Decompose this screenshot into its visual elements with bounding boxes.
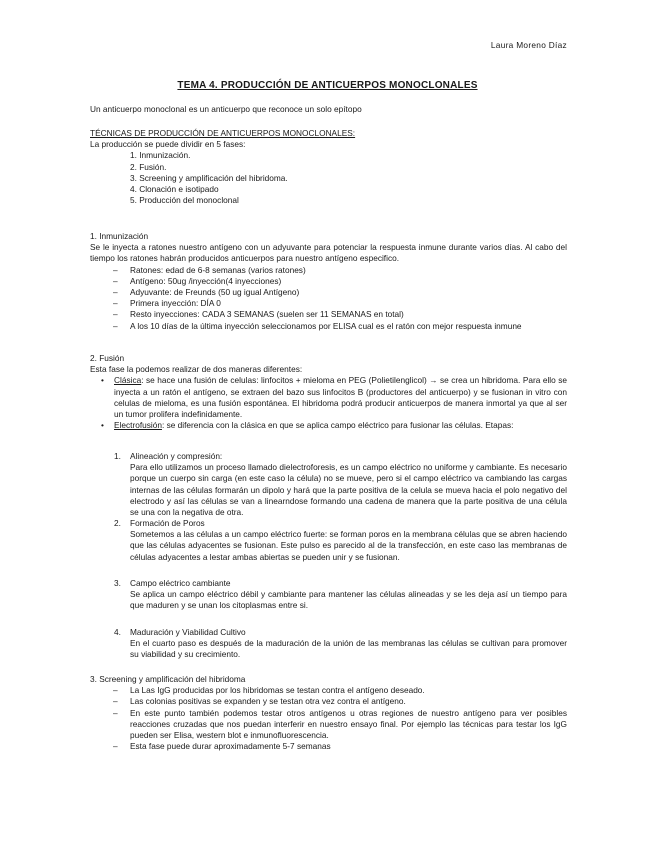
list-item: – Adyuvante: de Freunds (50 ug igual Antígeno) [113,287,300,298]
list-item: – Las colonias positivas se expanden y se testan otra vez contra el antígeno. [113,696,406,707]
immunization-list [90,265,567,332]
section-heading: 3. Screening y amplificación del hibridoma [90,674,246,684]
section-immunization [90,231,567,332]
list-item: – A los 10 días de la última inyección seleccionamos por ELISA cual es el ratón con mejor respuesta inmune [113,320,522,331]
page-title: TEMA 4. PRODUCCIÓN DE ANTICUERPOS MONOCLONALES [177,80,478,91]
section-heading: 2. Fusión [90,353,125,363]
step-body: Para ello utilizamos un proceso llamado dielectroforesis, es un campo eléctrico no uniforme y cambiante. Es necesario porque un cuerpo sin carga (en este caso la célula) no se mueve, pero si el campo eléctrico va cambiando las cargas internas de las células formarán un dipolo y hará que la parte positiva de la celula se mueva hacia el polo negativo del electrodo y así las células se van a linearndose formando una cadena de manera que la parte positiva de una célula se una con la negativa de otra. [130,462,567,518]
list-item: – La Las IgG producidas por los hibridomas se testan contra el antígeno deseado. [113,685,425,696]
phase-item: 1. Inmunización. [130,150,191,161]
step-title: Formación de Poros [130,518,205,528]
step-body: En el cuarto paso es después de la maduración de la unión de las membranas las células se cultivan para promover su viabilidad y su crecimiento. [130,638,567,660]
bullet-item-clasica: • Clásica: se hace una fusión de celulas: linfocitos + mieloma en PEG (Polietilenglicol) → se crea un hibridoma. Para ello se inyecta a un ratón el antígeno, se extraen del bazo sus linfocitos B (productores del anticuerpo) y se fusionan in vitro con celulas de mieloma, es una fusión espontánea. El hibridoma podrá producir anticuerpos de manera inmortal ya que al ser un tumor prolifera indefinidamente. [101,375,567,420]
section-body: Se le inyecta a ratones nuestro antígeno con un adyuvante para potenciar la respuesta inmune durante varios días. Al cabo del tiempo los ratones habrán producidos anticuerpos para nuestro antígeno especifico. [90,242,567,264]
step-title: Campo eléctrico cambiante [130,578,231,588]
bullet-icon: • [101,420,104,431]
list-item: – Esta fase puede durar aproximadamente 5-7 semanas [113,741,331,752]
list-item: – Antígeno: 50ug /inyección(4 inyecciones) [113,275,282,286]
techniques-lead: La producción se puede dividir en 5 fases: [90,139,246,150]
list-item: – Resto inyecciones: CADA 3 SEMANAS (suelen ser 11 SEMANAS en total) [113,309,404,320]
phase-item: 5. Producción del monoclonal [130,195,239,206]
author-name: Laura Moreno Díaz [490,40,567,50]
techniques-section [90,128,567,206]
step-title: Maduración y Viabilidad Cultivo [130,627,246,637]
step-title: Alineación y compresión: [130,451,223,461]
list-item: – En este punto también podemos testar otros antígenos u otras regiones de nuestro antígeno para ver posibles reacciones cruzadas que nos puedan interferir en nuestro ensayo final. Por ejemplo las técnicas para testar los IgG pueden ser Elisa, western blot e inmunofluorescencia. [113,707,567,741]
electrofusion-step-1: 1. Alineación y compresión: Para ello utilizamos un proceso llamado dielectroforesis, es un campo eléctrico no uniforme y cambiante. Es necesario porque un cuerpo sin carga (en este caso la célula) no se mueve, pero si el campo eléctrico va cambiando las cargas internas de las células formarán un dipolo y hará que la parte positiva de la celula se mueva hacia el polo negativo del electrodo y así las células se van a linearndose formando una cadena de manera que la parte positiva de una célula se una con la negativa de otra. [90,451,567,518]
techniques-heading: TÉCNICAS DE PRODUCCIÓN DE ANTICUERPOS MONOCLONALES: [90,128,356,138]
electrofusion-step-3: 3. Campo eléctrico cambiante Se aplica un campo eléctrico débil y cambiante para mantener las células alineadas y se les deja así un tiempo para que maduren y se unan los citoplasmas entre si. [90,578,567,612]
section-lead: Esta fase la podemos realizar de dos maneras diferentes: [90,364,303,375]
phase-item: 2. Fusión. [130,161,167,172]
section-screening [90,674,567,752]
electrofusion-step-4: 4. Maduración y Viabilidad Cultivo En el cuarto paso es después de la maduración de la unión de las membranas las células se cultivan para promover su viabilidad y su crecimiento. [90,627,567,661]
section-heading: 1. Inmunización [90,231,149,241]
intro-text: Un anticuerpo monoclonal es un anticuerpo que reconoce un solo epítopo [90,104,362,114]
phase-item: 4. Clonación e isotipado [130,184,219,195]
bullet-icon: • [101,375,104,386]
screening-list [90,685,567,752]
bullet-item-electrofusion: • Electrofusión: se diferencia con la clásica en que se aplica campo eléctrico para fusionar las células. Etapas: [101,420,514,431]
phase-item: 3. Screening y amplificación del hibridoma. [130,172,288,183]
list-item: – Primera inyección: DÍA 0 [113,298,221,309]
step-body: Sometemos a las células a un campo eléctrico fuerte: se forman poros en la membrana células que se abren haciendo que las células adyacentes se fusionan. Este pulso es parecido al de la transfección, en este caso las membranas de células adyacentes a lestar ambas abiertas se pueden unir y se fusionan. [130,529,567,562]
list-item: – Ratones: edad de 6-8 semanas (varios ratones) [113,264,306,275]
step-body: Se aplica un campo eléctrico débil y cambiante para mantener las células alineadas y se les deja así un tiempo para que maduren y se unan los citoplasmas entre si. [130,589,567,611]
electrofusion-step-2: 2. Formación de Poros Sometemos a las células a un campo eléctrico fuerte: se forman poros en la membrana células que se abren haciendo que las células adyacentes se fusionan. Este pulso es parecido al de la transfección, en este caso las membranas de células adyacentes a lestar ambas abiertas se pueden unir y se fusionan. [90,518,567,563]
section-fusion [90,353,567,431]
